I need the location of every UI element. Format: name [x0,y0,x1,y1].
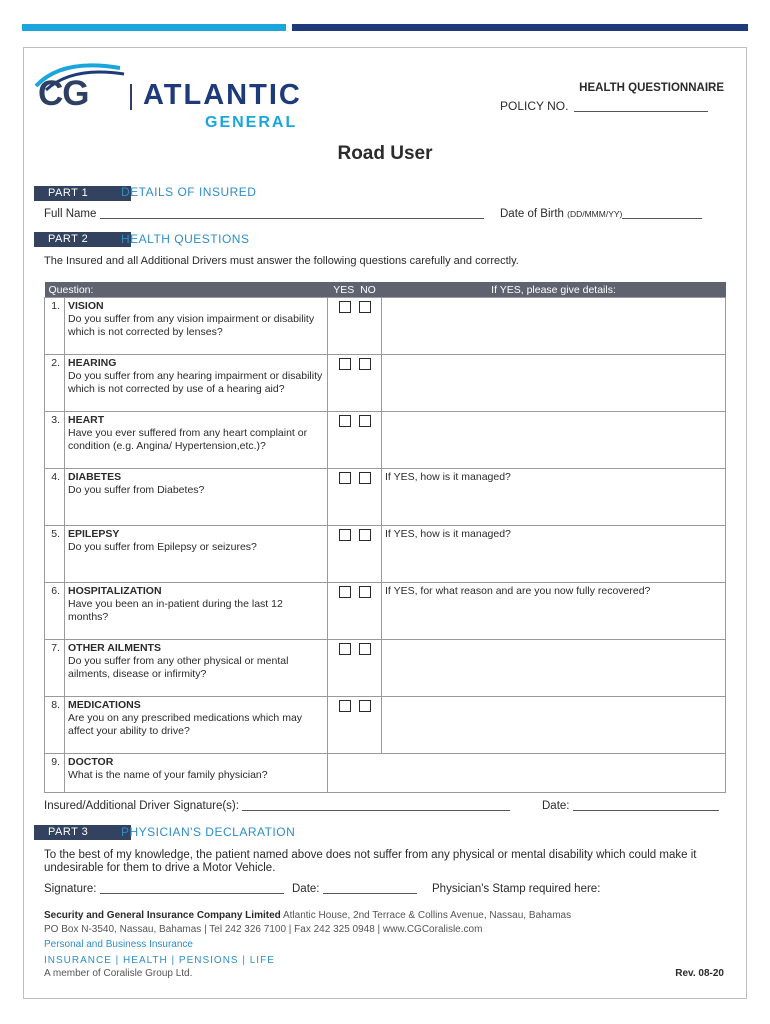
no-checkbox[interactable] [359,700,371,712]
yes-no-cell [328,355,382,412]
insured-date-line[interactable] [573,810,719,811]
question-row-hospitalization [45,583,726,640]
question-title: HEART [68,414,105,426]
no-checkbox[interactable] [359,415,371,427]
question-row-medications [45,697,726,754]
form-title: HEALTH QUESTIONNAIRE [579,82,724,94]
physician-name-field[interactable] [328,754,726,793]
question-row-epilepsy [45,526,726,583]
question-number: 5. [45,526,65,583]
yes-no-cell [328,583,382,640]
question-cell [65,583,328,640]
question-row-hearing [45,355,726,412]
question-number: 9. [45,754,65,793]
col-no-label: NO [360,283,376,296]
details-field[interactable] [382,412,726,469]
part1-tag: PART 1 [34,186,131,201]
question-row-heart [45,412,726,469]
physician-date-line[interactable] [323,893,417,894]
dob-field[interactable] [500,208,702,220]
physician-signature-line[interactable] [100,893,284,894]
logo-atlantic: ATLANTIC [143,79,302,111]
footer-contact: PO Box N-3540, Nassau, Bahamas | Tel 242 326 7100 | Fax 242 325 0948 | www.CGCoralisle.com [44,924,483,935]
logo-cg: CG [38,74,89,113]
question-text: Do you suffer from any vision impairment or disability which is not corrected by lenses? [68,313,315,338]
question-number: 6. [45,583,65,640]
yes-checkbox[interactable] [339,586,351,598]
logo-general: GENERAL [205,114,298,131]
question-cell [65,355,328,412]
question-title: VISION [68,300,104,312]
question-cell [65,697,328,754]
question-text: What is the name of your family physician? [68,769,268,781]
no-checkbox[interactable] [359,586,371,598]
yes-no-cell [328,640,382,697]
policy-number-field[interactable] [500,99,708,113]
physician-declaration: To the best of my knowledge, the patient named above does not suffer from any physical or mental disability which could make it undesirable for them to drive a Motor Vehicle. [44,849,697,874]
question-title: OTHER AILMENTS [68,642,161,654]
full-name-field[interactable] [44,208,484,220]
question-cell [65,412,328,469]
yes-checkbox[interactable] [339,700,351,712]
part2-tag: PART 2 [34,232,131,247]
footer-address: Atlantic House, 2nd Terrace & Collins Avenue, Nassau, Bahamas [282,910,572,921]
physician-signature-field[interactable] [44,883,284,895]
details-field[interactable]: If YES, how is it managed? [382,469,726,526]
part1-label: DETAILS OF INSURED [121,185,257,199]
question-number: 8. [45,697,65,754]
question-number: 4. [45,469,65,526]
insured-signature-line[interactable] [242,810,510,811]
question-text: Do you suffer from Diabetes? [68,484,205,496]
question-title: HEARING [68,357,117,369]
question-title: DOCTOR [68,756,114,768]
question-row-vision [45,298,726,355]
col-details-header: If YES, please give details: [382,282,726,298]
physician-signature-label: Signature: [44,883,97,895]
footer-company-line [44,910,571,921]
page-title: Road User [337,143,433,164]
details-field[interactable]: If YES, how is it managed? [382,526,726,583]
details-field[interactable] [382,298,726,355]
yes-checkbox[interactable] [339,529,351,541]
col-question-header: Question: [45,282,328,298]
question-number: 7. [45,640,65,697]
no-checkbox[interactable] [359,643,371,655]
details-field[interactable] [382,355,726,412]
question-number: 1. [45,298,65,355]
insured-date-label: Date: [542,800,570,812]
details-field[interactable] [382,640,726,697]
footer-lines: INSURANCE | HEALTH | PENSIONS | LIFE [44,955,275,966]
question-row-other-ailments [45,640,726,697]
question-cell [65,298,328,355]
question-cell [65,754,328,793]
no-checkbox[interactable] [359,472,371,484]
details-field[interactable] [382,697,726,754]
question-cell [65,469,328,526]
part3-label: PHYSICIAN'S DECLARATION [121,825,296,839]
dob-line[interactable] [622,218,702,219]
col-yes-no-header [328,282,382,298]
question-text: Are you on any prescribed medications which may affect your ability to drive? [68,712,303,737]
part2-label: HEALTH QUESTIONS [121,232,250,246]
insured-signature-field[interactable] [44,800,510,812]
details-field[interactable]: If YES, for what reason and are you now fully recovered? [382,583,726,640]
question-cell [65,526,328,583]
part2-intro: The Insured and all Additional Drivers must answer the following questions carefully and correctly. [44,255,519,267]
footer-tagline: Personal and Business Insurance [44,939,193,950]
policy-number-line[interactable] [574,111,708,112]
yes-no-cell [328,412,382,469]
question-text: Have you ever suffered from any heart complaint or condition (e.g. Angina/ Hypertension,etc.)? [68,427,308,452]
table-header-row [45,282,726,298]
insured-date-field[interactable] [542,800,719,812]
physician-date-field[interactable] [292,883,417,895]
question-text: Do you suffer from Epilepsy or seizures? [68,541,257,553]
yes-checkbox[interactable] [339,643,351,655]
question-title: EPILEPSY [68,528,120,540]
full-name-line[interactable] [100,218,484,219]
health-questions-table [44,282,726,793]
question-row-diabetes [45,469,726,526]
top-accent-bar-cyan [22,24,286,31]
full-name-label: Full Name [44,208,97,220]
question-text: Do you suffer from any hearing impairment or disability which is not corrected by use of a hearing aid? [68,370,323,395]
question-number: 2. [45,355,65,412]
physician-date-label: Date: [292,883,320,895]
policy-label: POLICY NO. [500,99,569,113]
no-checkbox[interactable] [359,529,371,541]
top-accent-bar-navy [292,24,748,31]
revision-label: Rev. 08-20 [675,968,724,979]
col-yes-label: YES [333,283,355,296]
part3-tag: PART 3 [34,825,131,840]
footer-company: Security and General Insurance Company Limited [44,910,281,921]
footer-member: A member of Coralisle Group Ltd. [44,968,193,979]
insured-signature-label: Insured/Additional Driver Signature(s): [44,800,239,812]
question-text: Do you suffer from any other physical or mental ailments, disease or infirmity? [68,655,289,680]
yes-checkbox[interactable] [339,301,351,313]
yes-no-cell [328,697,382,754]
yes-checkbox[interactable] [339,358,351,370]
question-title: MEDICATIONS [68,699,141,711]
no-checkbox[interactable] [359,358,371,370]
physician-stamp-label: Physician's Stamp required here: [432,883,601,895]
yes-no-cell [328,469,382,526]
question-number: 3. [45,412,65,469]
logo-divider [130,84,132,110]
question-row-doctor [45,754,726,793]
dob-format: (DD/MMM/YY) [567,209,623,219]
yes-no-cell [328,526,382,583]
yes-checkbox[interactable] [339,415,351,427]
question-title: HOSPITALIZATION [68,585,162,597]
question-text: Have you been an in-patient during the last 12 months? [68,598,283,623]
question-cell [65,640,328,697]
question-title: DIABETES [68,471,122,483]
yes-checkbox[interactable] [339,472,351,484]
yes-no-cell [328,298,382,355]
dob-label: Date of Birth [500,208,564,220]
no-checkbox[interactable] [359,301,371,313]
